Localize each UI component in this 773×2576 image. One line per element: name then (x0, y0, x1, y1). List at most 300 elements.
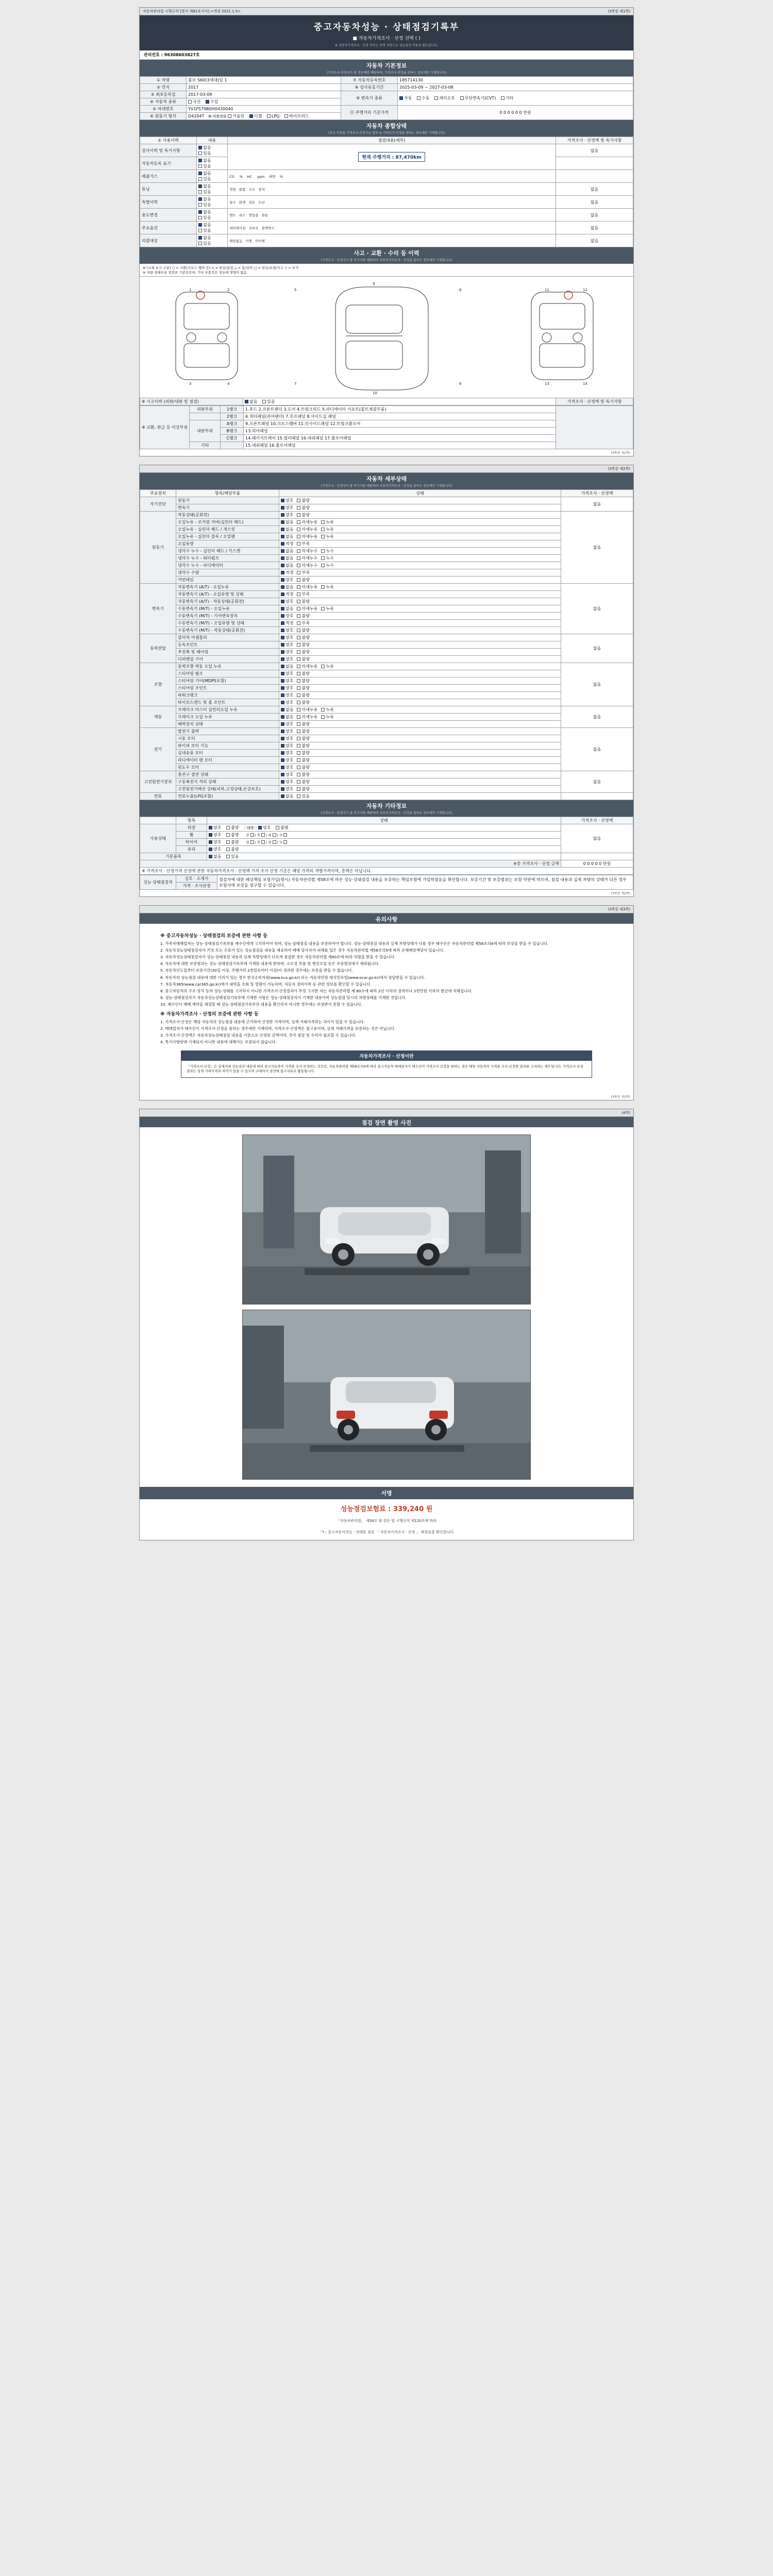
status-option[interactable] (297, 519, 317, 525)
checkbox-icon[interactable] (281, 657, 284, 661)
checkbox-icon[interactable] (297, 564, 300, 567)
device-item-label: 수동변속기 (M/T) - 기어변속장치 (176, 613, 279, 620)
device-status-checks[interactable] (279, 750, 561, 757)
table-row (140, 649, 633, 656)
status-option[interactable] (281, 599, 293, 604)
device-status-checks[interactable] (279, 656, 561, 663)
device-status-checks[interactable] (279, 699, 561, 706)
checkbox-icon[interactable] (281, 578, 284, 582)
checkbox-icon[interactable] (281, 672, 284, 675)
device-item-label: 스티어링 기어(MDPS포함) (176, 677, 279, 685)
row-check-special[interactable]: 없음 있음 (197, 196, 228, 209)
notice-item: 5. 자동차인도일부터 보증기간(30일 이상, 주행거리 2천킬로미터 이상)이 경과한 경우에는 보증을 받을 수 없습니다. (160, 968, 353, 973)
transmission-option[interactable]: 무단변속기(CVT) (460, 95, 496, 101)
checkbox-icon[interactable] (297, 556, 300, 560)
table-row (140, 533, 633, 540)
device-status-checks[interactable] (279, 641, 561, 649)
status-option[interactable] (281, 671, 293, 676)
status-option[interactable] (281, 635, 293, 640)
transmission-option[interactable]: 자동 (399, 95, 412, 101)
status-option-label: 불량 (301, 635, 310, 640)
status-option[interactable] (281, 519, 293, 525)
table-row (140, 846, 633, 853)
device-status-checks[interactable] (279, 685, 561, 692)
status-option[interactable] (297, 642, 309, 648)
checkbox-icon[interactable] (281, 730, 284, 733)
status-option[interactable] (281, 757, 293, 763)
status-option-label: 불량 (301, 671, 310, 676)
status-option[interactable] (297, 736, 309, 741)
status-option[interactable] (281, 765, 293, 770)
checkbox-icon[interactable] (297, 773, 300, 776)
status-option[interactable] (297, 757, 309, 763)
status-option[interactable] (281, 548, 293, 554)
status-option[interactable] (297, 656, 309, 662)
checkbox-icon[interactable] (281, 693, 284, 697)
status-option[interactable] (321, 563, 333, 568)
device-group-price: 없음 (561, 634, 633, 663)
device-status-checks[interactable] (279, 504, 561, 512)
status-option[interactable] (297, 577, 309, 583)
device-status-checks[interactable] (279, 721, 561, 728)
row-label-tuning: 튜닝 (140, 183, 197, 196)
checkbox-icon[interactable] (281, 499, 284, 502)
page-2 (139, 465, 634, 897)
checkbox-icon[interactable] (297, 794, 300, 798)
checkbox-icon[interactable] (281, 722, 284, 726)
status-option[interactable] (297, 649, 309, 655)
status-option[interactable] (297, 678, 309, 684)
checkbox-icon[interactable] (281, 744, 284, 748)
checkbox-icon[interactable] (281, 650, 284, 654)
status-option[interactable] (297, 599, 309, 604)
checkbox-icon[interactable] (281, 549, 284, 553)
checkbox-icon[interactable] (281, 636, 284, 639)
checkbox-icon[interactable] (297, 499, 300, 502)
checkbox-icon[interactable] (281, 607, 284, 611)
checkbox-icon[interactable] (297, 585, 300, 589)
device-status-checks[interactable] (279, 742, 561, 750)
table-row (140, 196, 633, 209)
status-option[interactable] (297, 563, 317, 568)
checkbox-icon[interactable] (297, 513, 300, 517)
checkbox-icon[interactable] (281, 513, 284, 517)
row-detail-emission: CO % HC ppm 매연 % (228, 170, 556, 183)
checkbox-icon[interactable] (281, 665, 284, 668)
legend-line-1: ※ (교체 표시 구분) ○ = 교환(크로스 멤버 등) × = 판금/용접 △ = 흠/상처 □ = 판금/요철/사고 ▽ = 부식 (143, 266, 299, 270)
status-option[interactable] (281, 736, 293, 741)
status-option[interactable] (297, 498, 309, 503)
device-status-checks[interactable] (279, 620, 561, 627)
checkbox-icon[interactable] (297, 737, 300, 740)
checkbox-icon[interactable] (281, 737, 284, 740)
device-status-checks[interactable] (279, 613, 561, 620)
status-option[interactable] (297, 548, 317, 554)
status-option[interactable] (321, 534, 333, 539)
status-option[interactable] (297, 534, 317, 539)
table-row (140, 144, 633, 157)
checkbox-icon[interactable] (281, 643, 284, 647)
device-status-checks[interactable] (279, 598, 561, 605)
checkbox-icon[interactable] (297, 693, 300, 697)
notice-item: 2. 자동차성능상태점검자가 거짓 또는 오류가 있는 성능점검을 내용을 제공하여 매매 당사자가 피해를 입은 경우 자동차관리법 제58조의5에 따라 손해배상책임이 있습니다. (160, 948, 445, 953)
checkbox-icon[interactable] (297, 766, 300, 769)
device-status-checks[interactable] (279, 714, 561, 721)
checkbox-icon[interactable] (281, 629, 284, 632)
status-option[interactable] (297, 786, 309, 792)
status-option[interactable] (281, 591, 293, 597)
status-option[interactable] (281, 563, 293, 568)
device-status-checks[interactable] (279, 728, 561, 735)
device-status-checks[interactable] (279, 519, 561, 526)
transmission-option[interactable]: 세미오토 (434, 95, 455, 101)
status-option[interactable] (321, 707, 333, 713)
status-option[interactable] (281, 707, 293, 713)
checkbox-icon[interactable] (321, 607, 325, 611)
checkbox-icon[interactable] (321, 708, 325, 711)
checkbox-icon[interactable] (297, 672, 300, 675)
device-status-checks[interactable] (279, 649, 561, 656)
status-option[interactable] (281, 527, 293, 532)
status-option[interactable] (281, 642, 293, 648)
status-option[interactable] (297, 728, 309, 734)
status-option[interactable] (297, 613, 309, 619)
checkbox-icon[interactable] (281, 614, 284, 618)
status-option[interactable] (297, 772, 309, 777)
status-option[interactable] (281, 649, 293, 655)
device-status-checks[interactable] (279, 634, 561, 641)
checkbox-icon[interactable] (297, 520, 300, 524)
status-option-label: 부족 (301, 570, 310, 575)
status-option[interactable] (297, 505, 309, 511)
checkbox-icon[interactable] (297, 578, 300, 582)
checkbox-icon[interactable] (281, 751, 284, 755)
checkbox-icon[interactable] (281, 600, 284, 603)
checkbox-icon[interactable] (281, 506, 284, 510)
status-option[interactable] (321, 527, 333, 532)
status-option[interactable] (281, 534, 293, 539)
checkbox-icon[interactable] (297, 722, 300, 726)
status-option-label: 양호 (285, 635, 294, 640)
status-option[interactable] (281, 743, 293, 749)
table-row (140, 692, 633, 699)
status-option[interactable] (297, 570, 309, 575)
status-option[interactable] (281, 664, 293, 669)
checkbox-icon[interactable] (281, 520, 284, 524)
checkbox-icon[interactable] (281, 542, 284, 546)
checkbox-icon[interactable] (321, 585, 325, 589)
checkbox-icon[interactable] (297, 708, 300, 711)
checkbox-icon[interactable] (297, 636, 300, 639)
status-option[interactable] (281, 728, 293, 734)
checkbox-icon[interactable] (321, 520, 325, 524)
checkbox-icon[interactable] (297, 549, 300, 553)
device-status-checks[interactable] (279, 677, 561, 685)
notice-item: 10. 매수인이 매매 계약을 체결할 때 성능·상태점검기록부의 내용을 확인하지 아니한 경우에는 보상받지 못할 수 있습니다. (160, 1002, 363, 1007)
status-option[interactable] (297, 541, 309, 547)
checkbox-icon[interactable] (321, 549, 325, 553)
status-option[interactable] (297, 765, 309, 770)
status-option[interactable] (281, 620, 293, 626)
status-option[interactable] (297, 685, 309, 691)
rank-items: 14.패키지트레이 15.필러패널 16.대쉬패널 17.플로어패널 (243, 435, 556, 442)
checkbox-icon[interactable] (281, 773, 284, 776)
transmission-option[interactable]: 수동 (417, 95, 429, 101)
status-option[interactable] (297, 714, 317, 720)
checkbox-icon[interactable] (281, 679, 284, 683)
checkbox-icon[interactable] (297, 643, 300, 647)
checkbox-icon[interactable] (281, 766, 284, 769)
device-status-checks[interactable] (279, 771, 561, 778)
device-status-checks[interactable] (279, 786, 561, 793)
row-check-tuning[interactable]: 없음 있음 (197, 183, 228, 196)
checkbox-icon[interactable] (281, 708, 284, 711)
table-row (140, 398, 633, 405)
status-option[interactable] (297, 591, 309, 597)
checkbox-icon[interactable] (281, 621, 284, 625)
checkbox-icon[interactable] (297, 614, 300, 618)
status-option[interactable] (281, 656, 293, 662)
device-status-checks[interactable] (279, 627, 561, 634)
status-option[interactable] (297, 527, 317, 532)
accident-history-checks[interactable]: 없음 있음 (243, 398, 556, 405)
status-option[interactable] (281, 721, 293, 727)
status-option[interactable] (297, 779, 309, 785)
status-option[interactable] (297, 750, 309, 756)
checkbox-icon[interactable] (281, 794, 284, 798)
checkbox-icon[interactable] (321, 665, 325, 668)
device-status-checks[interactable] (279, 548, 561, 555)
device-status-checks[interactable] (279, 533, 561, 540)
device-status-checks[interactable] (279, 569, 561, 577)
label-price-note: 가격조사 · 산정액 및 특기사항 (556, 398, 633, 405)
status-option[interactable] (281, 541, 293, 547)
cartype-option[interactable]: 국산 (188, 99, 200, 105)
status-option-label: 양호 (285, 787, 294, 791)
device-status-checks[interactable] (279, 497, 561, 504)
device-item-label: 윈도우 모터 (176, 764, 279, 771)
checkbox-icon[interactable] (281, 780, 284, 784)
fuel-option[interactable]: 하이브리드 (284, 113, 309, 119)
row-check-usechange[interactable]: 없음 있음 (197, 209, 228, 222)
status-option-label: 누유 (326, 585, 334, 589)
status-option[interactable] (281, 685, 293, 691)
status-option[interactable] (297, 700, 309, 705)
status-option[interactable] (321, 606, 333, 612)
row-check-regmark[interactable]: 없음 있음 (197, 157, 228, 170)
checkbox-icon[interactable] (297, 665, 300, 668)
row-check-inspection[interactable]: 없음 있음 (197, 144, 228, 157)
checkbox-icon[interactable] (297, 535, 300, 538)
status-option[interactable] (297, 664, 317, 669)
device-status-checks[interactable] (279, 663, 561, 670)
status-option[interactable] (281, 613, 293, 619)
status-option[interactable] (321, 664, 333, 669)
status-option[interactable] (281, 555, 293, 561)
status-option[interactable] (297, 584, 317, 590)
status-option[interactable] (297, 606, 317, 612)
status-option[interactable] (297, 620, 309, 626)
checkbox-icon[interactable] (297, 506, 300, 510)
status-option[interactable] (281, 584, 293, 590)
checkbox-icon[interactable] (297, 758, 300, 762)
checkbox-icon[interactable] (281, 686, 284, 690)
checkbox-icon[interactable] (281, 715, 284, 719)
device-status-checks[interactable] (279, 555, 561, 562)
checkbox-icon[interactable] (297, 780, 300, 784)
row-check-exterior[interactable]: 양호 불량 내장 양호 불량 (207, 824, 561, 832)
checkbox-icon[interactable] (281, 787, 284, 791)
status-option[interactable] (297, 628, 309, 633)
row-detail-tuning: 적법 불법 구조 장치 (228, 183, 556, 196)
checkbox-icon[interactable] (297, 657, 300, 661)
device-status-checks[interactable] (279, 584, 561, 591)
device-status-checks[interactable] (279, 540, 561, 548)
checkbox-icon[interactable] (321, 535, 325, 538)
checkbox-icon[interactable] (297, 528, 300, 531)
notice-item: 6. 자동차의 성능점검 내용에 대한 이의가 있는 경우 한국소비자원(www.kca.go.kr) 또는 자동차민원 대국민포털(www.ecar.go.kr)에서 상담받을 수 있습니다. (160, 975, 425, 980)
status-option[interactable] (281, 505, 293, 511)
device-status-checks[interactable] (279, 512, 561, 519)
status-option[interactable] (281, 793, 293, 799)
checkbox-icon[interactable] (281, 535, 284, 538)
checkbox-icon[interactable] (281, 571, 284, 574)
device-status-checks[interactable] (279, 562, 561, 569)
status-option[interactable] (297, 555, 317, 561)
checkbox-icon[interactable] (321, 715, 325, 719)
transmission-option[interactable]: 기타 (501, 95, 513, 101)
cartype-option[interactable]: 수입 (206, 99, 218, 105)
device-status-checks[interactable] (279, 605, 561, 613)
price-survey-definition-title: 자동차가격조사 · 산정이란 (181, 1051, 592, 1061)
status-option[interactable] (281, 700, 293, 705)
device-status-checks[interactable] (279, 735, 561, 742)
device-status-checks[interactable] (279, 793, 561, 800)
row-check-glass[interactable]: 양호 불량 (207, 846, 561, 853)
row-check-options[interactable]: 없음 있음 (197, 222, 228, 234)
checkbox-icon[interactable] (297, 607, 300, 611)
status-option[interactable] (321, 584, 333, 590)
status-option[interactable] (281, 512, 293, 518)
row-label-emission: 배출가스 (140, 170, 197, 183)
checkbox-icon[interactable] (297, 600, 300, 603)
rank-label (220, 442, 243, 449)
checkbox-icon[interactable] (281, 564, 284, 567)
label-price-survey: 가격 · 조사산정 (176, 883, 217, 890)
checkbox-icon[interactable] (281, 701, 284, 704)
status-option[interactable] (281, 678, 293, 684)
checkbox-icon[interactable] (297, 730, 300, 733)
status-option[interactable] (281, 786, 293, 792)
status-option[interactable] (297, 793, 309, 799)
checkbox-icon[interactable] (297, 701, 300, 704)
checkbox-icon[interactable] (297, 542, 300, 546)
checkbox-icon[interactable] (297, 679, 300, 683)
checkbox-icon[interactable] (281, 528, 284, 531)
checkbox-icon[interactable] (297, 744, 300, 748)
status-option[interactable] (297, 692, 309, 698)
status-option[interactable] (297, 512, 309, 518)
device-status-checks[interactable] (279, 778, 561, 786)
checkbox-icon[interactable] (297, 629, 300, 632)
row-note-recall: 없음 (556, 234, 633, 247)
device-status-checks[interactable] (279, 764, 561, 771)
page1-number: (3쪽중 제1쪽) (608, 9, 630, 13)
checkbox-icon[interactable] (297, 650, 300, 654)
checkbox-icon[interactable] (321, 564, 325, 567)
row-check-wheel[interactable]: 양호 불량 전 / 후 / 좌 / 우 (207, 832, 561, 839)
status-option[interactable] (281, 714, 293, 720)
status-option[interactable] (281, 772, 293, 777)
device-status-checks[interactable] (279, 591, 561, 598)
fuel-option[interactable]: 가솔린 (228, 113, 244, 119)
notice-subhead-1: ※ 중고자동차성능 · 상태점검의 보증에 관한 사항 등 (160, 934, 267, 939)
status-option[interactable] (281, 750, 293, 756)
checkbox-icon[interactable] (297, 571, 300, 574)
checkbox-icon[interactable] (297, 715, 300, 719)
status-option[interactable] (321, 555, 333, 561)
status-option[interactable] (321, 548, 333, 554)
status-option[interactable] (297, 671, 309, 676)
device-status-checks[interactable] (279, 577, 561, 584)
status-option[interactable] (281, 606, 293, 612)
status-option[interactable] (281, 577, 293, 583)
status-option-label: 양호 (285, 628, 294, 633)
rank-label: A랭크 (220, 420, 243, 428)
row-check-emission[interactable]: 없음 있음 (197, 170, 228, 183)
checkbox-icon[interactable] (321, 528, 325, 531)
status-option[interactable] (281, 570, 293, 575)
device-item-label: 와이퍼 모터 기능 (176, 742, 279, 750)
device-status-checks[interactable] (279, 757, 561, 764)
row-check-basic-items[interactable]: 없음 있음 (207, 853, 561, 860)
status-option[interactable] (297, 721, 309, 727)
checkbox-icon[interactable] (297, 751, 300, 755)
device-status-checks[interactable] (279, 692, 561, 699)
status-option[interactable] (321, 714, 333, 720)
row-check-tire[interactable]: 양호 불량 전 / 후 / 좌 / 우 (207, 839, 561, 846)
status-option[interactable] (281, 779, 293, 785)
table-row (140, 605, 633, 613)
status-option[interactable] (281, 498, 293, 503)
status-option[interactable] (321, 519, 333, 525)
checkbox-icon[interactable] (281, 758, 284, 762)
checkbox-icon[interactable] (297, 592, 300, 596)
status-option-label: 없음 (285, 664, 294, 669)
device-status-checks[interactable] (279, 526, 561, 533)
row-check-recall[interactable]: 없음 있음 (197, 234, 228, 247)
status-option[interactable] (281, 692, 293, 698)
status-option[interactable] (281, 628, 293, 633)
status-option[interactable] (297, 707, 317, 713)
label-accident-history: ※ 사고이력 (외판/내판 및 점검) (140, 398, 243, 405)
checkbox-icon[interactable] (297, 787, 300, 791)
checkbox-icon[interactable] (321, 556, 325, 560)
checkbox-icon[interactable] (281, 585, 284, 589)
checkbox-icon[interactable] (281, 556, 284, 560)
fuel-option[interactable]: 디젤 (249, 113, 262, 119)
label-carname: ① 차명 (140, 77, 187, 84)
checkbox-icon[interactable] (297, 621, 300, 625)
status-option[interactable] (297, 635, 309, 640)
device-status-checks[interactable] (279, 706, 561, 714)
status-option[interactable] (297, 743, 309, 749)
device-status-checks[interactable] (279, 670, 561, 677)
checkbox-icon[interactable] (297, 686, 300, 690)
svg-text:1: 1 (189, 288, 192, 292)
checkbox-icon[interactable] (281, 592, 284, 596)
fuel-option[interactable]: LPG (267, 114, 279, 118)
